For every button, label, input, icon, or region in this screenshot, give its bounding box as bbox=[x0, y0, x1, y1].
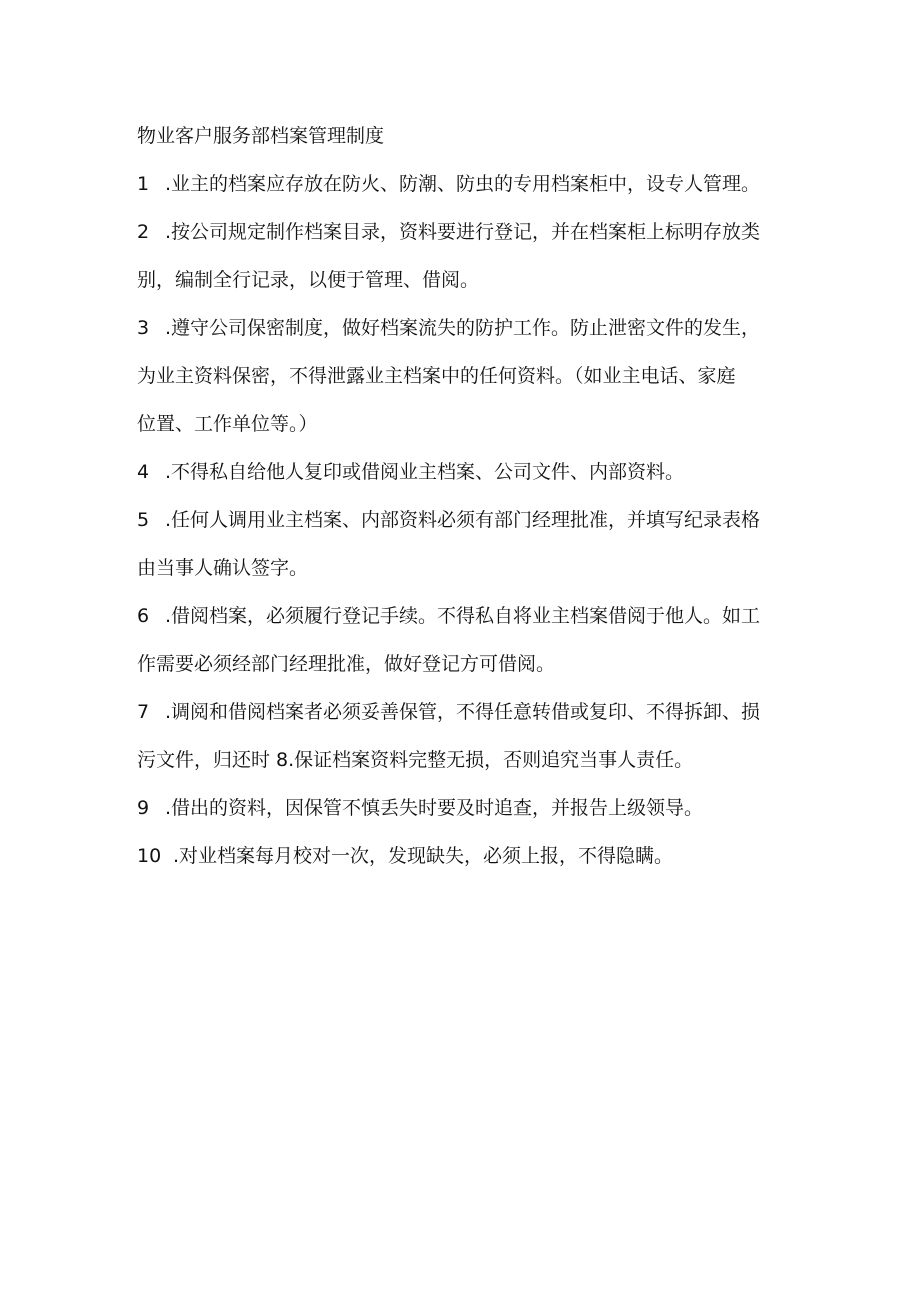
list-item bbox=[137, 304, 797, 448]
item-number: 4 bbox=[137, 461, 150, 483]
list-item bbox=[137, 208, 797, 304]
item-line bbox=[137, 688, 797, 736]
document-body bbox=[137, 112, 797, 880]
item-number: 10 bbox=[137, 845, 162, 867]
item-text: .遵守公司保密制度，做好档案流失的防护工作。防止泄密文件的发生， bbox=[165, 317, 761, 339]
item-line: 污文件，归还时 8.保证档案资料完整无损，否则追究当事人责任。 bbox=[137, 749, 694, 771]
item-line: 由当事人确认签字。 bbox=[137, 557, 309, 579]
list-item bbox=[137, 688, 797, 784]
item-number: 1 bbox=[137, 173, 150, 195]
list-item bbox=[137, 160, 797, 208]
item-number: 9 bbox=[137, 797, 150, 819]
item-text: .不得私自给他人复印或借阅业主档案、公司文件、内部资料。 bbox=[165, 461, 685, 483]
item-line: 作需要必须经部门经理批准，做好登记方可借阅。 bbox=[137, 653, 556, 675]
item-line bbox=[137, 208, 797, 256]
item-text: .按公司规定制作档案目录，资料要进行登记，并在档案柜上标明存放类 bbox=[165, 221, 761, 243]
item-text: .业主的档案应存放在防火、防潮、防虫的专用档案柜中，设专人管理。 bbox=[165, 173, 761, 195]
item-line bbox=[137, 832, 797, 880]
list-item bbox=[137, 496, 797, 592]
item-line bbox=[137, 784, 797, 832]
list-item bbox=[137, 832, 797, 880]
item-number: 7 bbox=[137, 701, 150, 723]
item-number: 2 bbox=[137, 221, 150, 243]
list-item bbox=[137, 592, 797, 688]
item-text: .借出的资料，因保管不慎丢失时要及时追查，并报告上级领导。 bbox=[165, 797, 704, 819]
item-number: 5 bbox=[137, 509, 150, 531]
item-line: 为业主资料保密，不得泄露业主档案中的任何资料。（如业主电话、家庭 bbox=[137, 365, 736, 387]
item-number: 6 bbox=[137, 605, 150, 627]
item-line bbox=[137, 304, 797, 352]
item-text: .对业档案每月校对一次，发现缺失，必须上报，不得隐瞒。 bbox=[173, 845, 674, 867]
item-line bbox=[137, 592, 797, 640]
item-line bbox=[137, 496, 797, 544]
document-title: 物业客户服务部档案管理制度 bbox=[137, 125, 385, 147]
item-line: 位置、工作单位等。） bbox=[137, 413, 318, 435]
item-line bbox=[137, 160, 797, 208]
item-text: .任何人调用业主档案、内部资料必须有部门经理批准，并填写纪录表格 bbox=[165, 509, 761, 531]
item-line: 别，编制全行记录，以便于管理、借阅。 bbox=[137, 269, 480, 291]
list-item bbox=[137, 784, 797, 832]
item-line bbox=[137, 448, 797, 496]
list-item bbox=[137, 448, 797, 496]
item-number: 3 bbox=[137, 317, 150, 339]
item-text: .借阅档案，必须履行登记手续。不得私自将业主档案借阅于他人。如工 bbox=[165, 605, 761, 627]
item-text: .调阅和借阅档案者必须妥善保管，不得任意转借或复印、不得拆卸、损 bbox=[165, 701, 761, 723]
